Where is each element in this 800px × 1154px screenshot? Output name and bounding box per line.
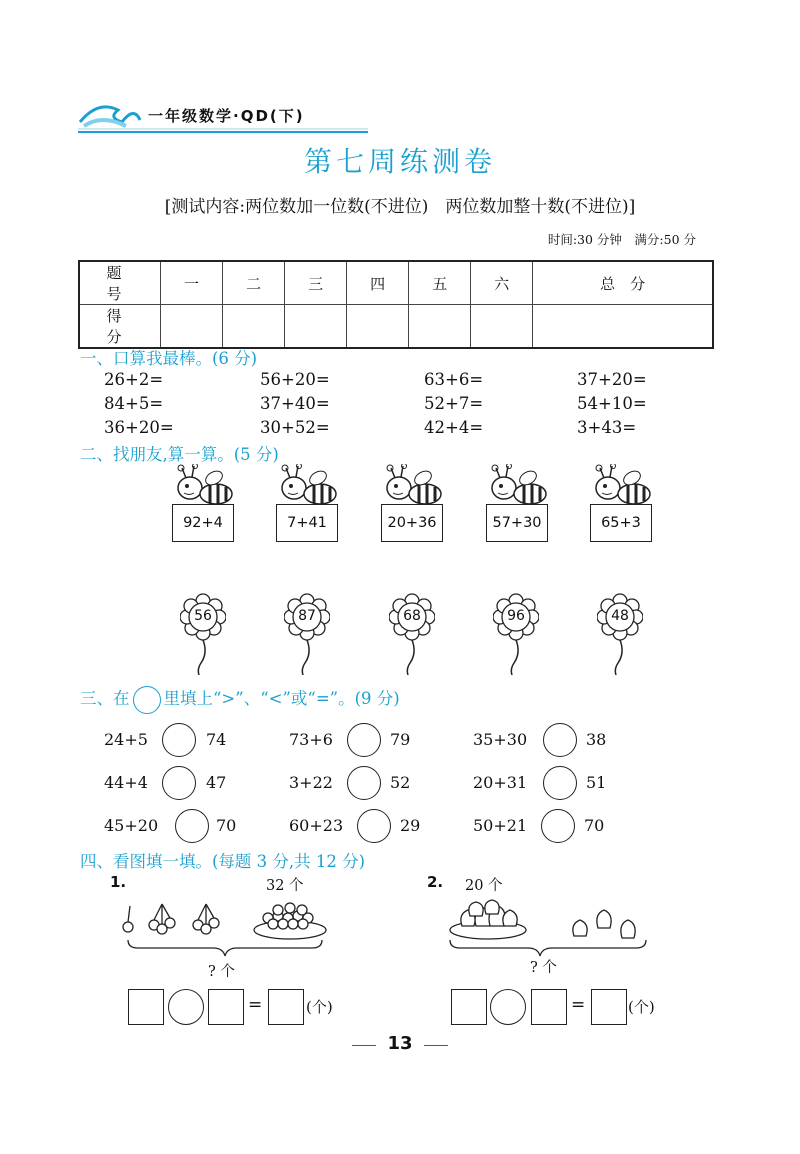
score-cell[interactable] — [285, 305, 347, 349]
flower-icon — [284, 593, 330, 675]
flower-icon — [389, 593, 435, 675]
compare-right: 74 — [206, 730, 227, 749]
arithmetic-item: 42+4= — [424, 418, 484, 437]
bee-expression-box: 20+36 — [381, 504, 443, 542]
flower-number: 96 — [507, 608, 525, 624]
compare-left: 73+6 — [289, 730, 333, 749]
compare-left: 60+23 — [289, 816, 344, 835]
compare-circle[interactable] — [357, 809, 391, 843]
answer-box[interactable] — [531, 989, 567, 1025]
section3-title-prefix: 三、在 — [80, 689, 130, 708]
compare-right: 51 — [586, 773, 607, 792]
compare-right: 52 — [390, 773, 411, 792]
flower-number: 68 — [403, 608, 421, 624]
question-count: ? 个 — [208, 964, 235, 980]
compare-circle[interactable] — [541, 809, 575, 843]
section2-title: 二、找朋友,算一算。(5 分) — [80, 445, 279, 464]
operator-circle[interactable] — [490, 989, 526, 1025]
arithmetic-item: 37+20= — [577, 370, 647, 389]
compare-right: 47 — [206, 773, 227, 792]
header-banner-text: 一年级数学·QD(下) — [148, 107, 305, 125]
problem-number: 2. — [427, 873, 444, 891]
score-cell[interactable] — [223, 305, 285, 349]
bee-icon — [590, 464, 654, 506]
score-table-row-label: 题 号 — [79, 261, 161, 305]
score-table-col: 一 — [161, 261, 223, 305]
score-table — [78, 260, 714, 349]
page-number: 13 — [387, 1033, 413, 1054]
given-count: 20 个 — [465, 878, 503, 894]
compare-circle[interactable] — [543, 723, 577, 757]
compare-left: 45+20 — [104, 816, 159, 835]
compare-circle[interactable] — [175, 809, 209, 843]
problem-number: 1. — [110, 873, 127, 891]
compare-circle[interactable] — [347, 723, 381, 757]
flower-icon — [493, 593, 539, 675]
flower-number: 87 — [298, 608, 316, 624]
score-table-row-label: 得 分 — [79, 305, 161, 349]
compare-right: 70 — [216, 816, 237, 835]
cherries-illustration — [118, 896, 332, 960]
compare-left: 3+22 — [289, 773, 333, 792]
score-table-row-header — [79, 261, 713, 305]
arithmetic-item: 84+5= — [104, 394, 164, 413]
compare-right: 70 — [584, 816, 605, 835]
page-number-dash — [424, 1045, 448, 1046]
section3-title-suffix: 里填上“>”、“<”或“=”。(9 分) — [163, 689, 400, 708]
strawberries-illustration — [446, 896, 652, 960]
flower-number: 48 — [611, 608, 629, 624]
time-info: 时间:30 分钟 满分:50 分 — [547, 232, 696, 247]
flower-icon — [180, 593, 226, 675]
bee-icon — [486, 464, 550, 506]
score-cell[interactable] — [471, 305, 533, 349]
bee-expression-box: 92+4 — [172, 504, 234, 542]
compare-right: 29 — [400, 816, 421, 835]
score-table-col: 四 — [347, 261, 409, 305]
arithmetic-item: 37+40= — [260, 394, 330, 413]
score-cell[interactable] — [533, 305, 713, 349]
compare-left: 20+31 — [473, 773, 528, 792]
compare-left: 50+21 — [473, 816, 528, 835]
bee-icon — [276, 464, 340, 506]
compare-left: 24+5 — [104, 730, 148, 749]
score-table-col: 二 — [223, 261, 285, 305]
answer-box[interactable] — [208, 989, 244, 1025]
compare-circle[interactable] — [162, 766, 196, 800]
score-cell[interactable] — [347, 305, 409, 349]
compare-circle[interactable] — [543, 766, 577, 800]
arithmetic-item: 52+7= — [424, 394, 484, 413]
arithmetic-item: 3+43= — [577, 418, 637, 437]
section4-title: 四、看图填一填。(每题 3 分,共 12 分) — [80, 852, 366, 871]
score-table-col: 五 — [409, 261, 471, 305]
page-subtitle: [测试内容:两位数加一位数(不进位) 两位数加整十数(不进位)] — [164, 197, 636, 217]
equals-sign: = — [248, 995, 263, 1015]
equals-sign: = — [571, 995, 586, 1015]
unit-label: (个) — [628, 998, 655, 1016]
section3-title — [80, 685, 400, 714]
section1-title: 一、口算我最棒。(6 分) — [80, 349, 258, 368]
given-count: 32 个 — [266, 878, 304, 894]
bee-icon — [381, 464, 445, 506]
arithmetic-item: 36+20= — [104, 418, 174, 437]
arithmetic-item: 54+10= — [577, 394, 647, 413]
page-title: 第七周练测卷 — [303, 145, 496, 178]
compare-left: 35+30 — [473, 730, 528, 749]
arithmetic-item: 56+20= — [260, 370, 330, 389]
unit-label: (个) — [306, 998, 333, 1016]
flower-icon — [597, 593, 643, 675]
score-table-col: 总 分 — [533, 261, 713, 305]
compare-right: 79 — [390, 730, 411, 749]
compare-right: 38 — [586, 730, 607, 749]
compare-left: 44+4 — [104, 773, 148, 792]
arithmetic-item: 30+52= — [260, 418, 330, 437]
answer-box[interactable] — [451, 989, 487, 1025]
score-table-col: 六 — [471, 261, 533, 305]
score-cell[interactable] — [409, 305, 471, 349]
arithmetic-item: 26+2= — [104, 370, 164, 389]
bee-expression-box: 57+30 — [486, 504, 548, 542]
circle-icon — [133, 686, 161, 714]
score-table-col: 三 — [285, 261, 347, 305]
bee-expression-box: 7+41 — [276, 504, 338, 542]
score-cell[interactable] — [161, 305, 223, 349]
compare-circle[interactable] — [347, 766, 381, 800]
flower-number: 56 — [194, 608, 212, 624]
answer-box[interactable] — [128, 989, 164, 1025]
answer-box[interactable] — [591, 989, 627, 1025]
arithmetic-item: 63+6= — [424, 370, 484, 389]
answer-box[interactable] — [268, 989, 304, 1025]
operator-circle[interactable] — [168, 989, 204, 1025]
bee-icon — [172, 464, 236, 506]
bee-expression-box: 65+3 — [590, 504, 652, 542]
score-table-row-scores — [79, 305, 713, 349]
compare-circle[interactable] — [162, 723, 196, 757]
question-count: ? 个 — [530, 960, 557, 976]
